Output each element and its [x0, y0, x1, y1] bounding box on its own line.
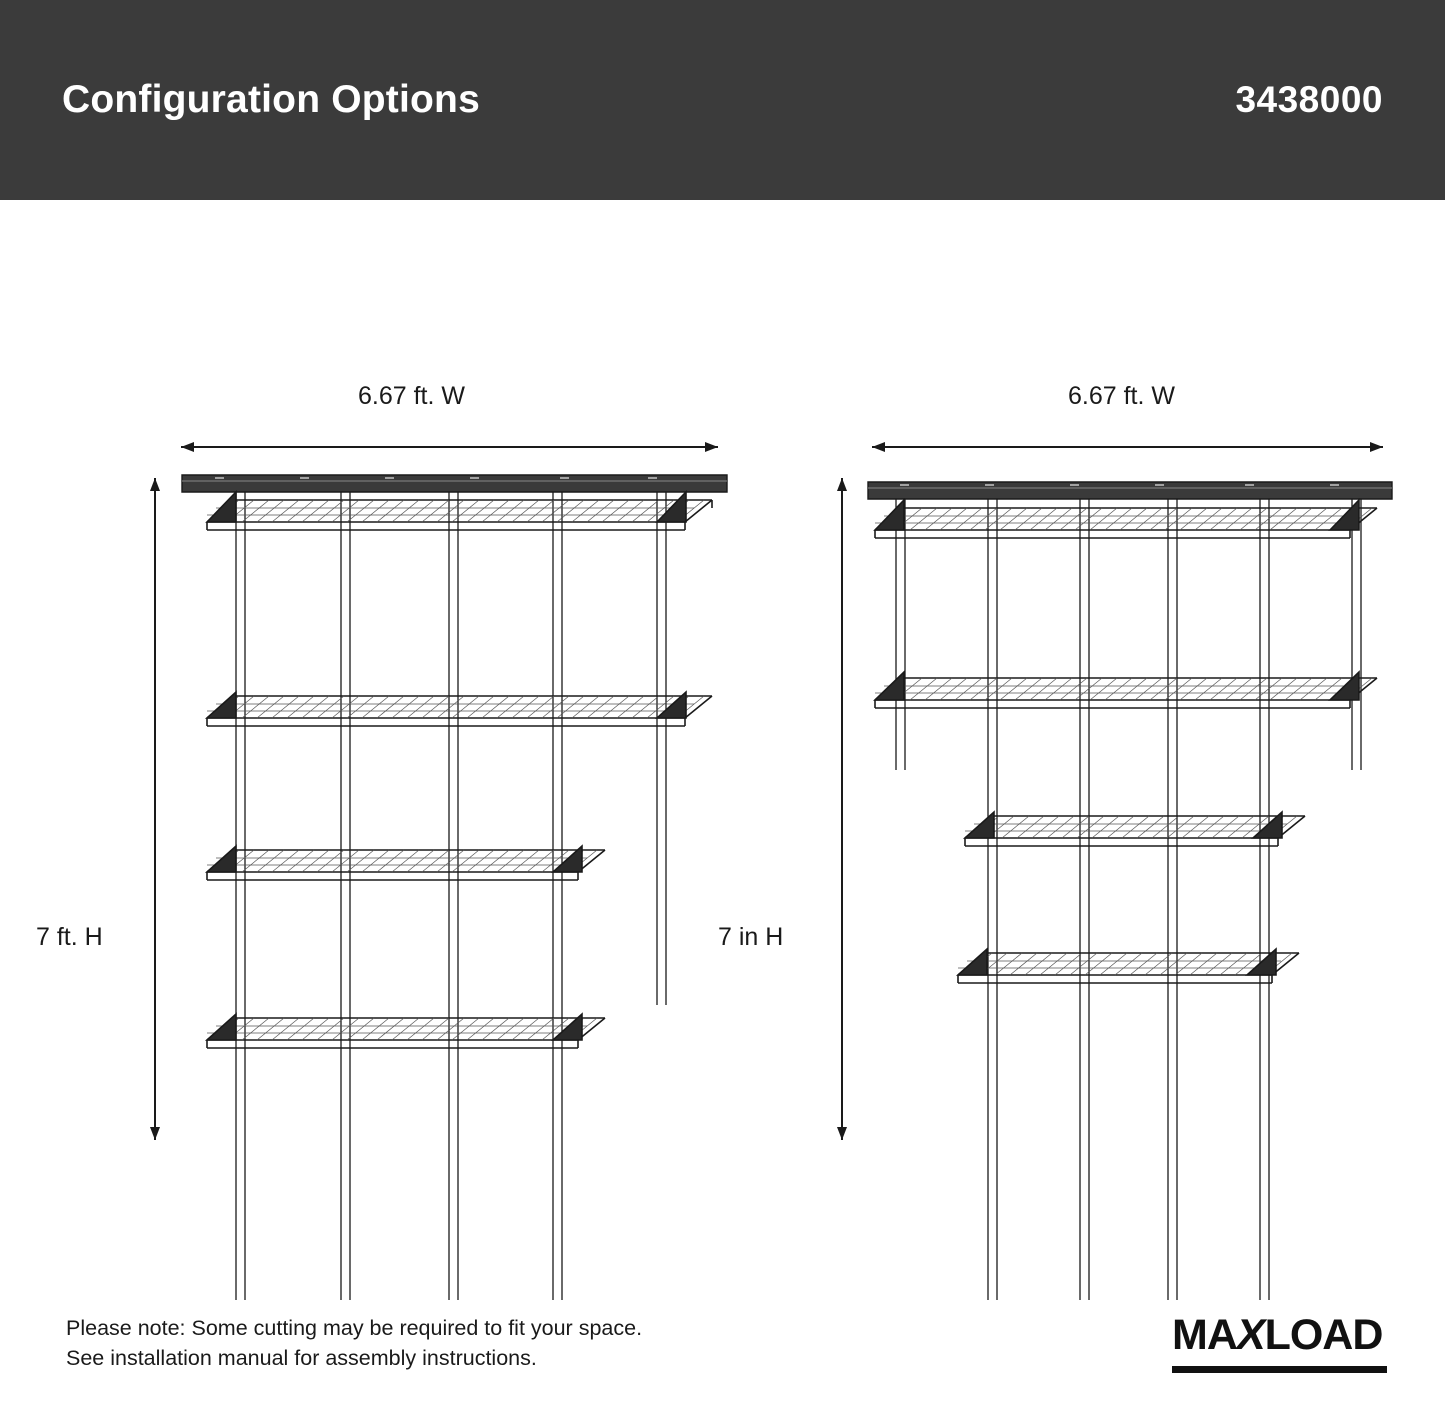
- page-header: [0, 0, 1445, 200]
- footer-note-line2: See installation manual for assembly instructions.: [66, 1346, 537, 1370]
- shelving-drawing-right: [700, 200, 1445, 1300]
- sku-number: 3438000: [1235, 79, 1383, 120]
- logo-text-x: X: [1232, 1311, 1269, 1359]
- configuration-right: [700, 200, 1445, 1300]
- width-label-left: 6.67 ft. W: [358, 382, 465, 410]
- diagram-area: [0, 200, 1445, 1300]
- logo-text-ma: MA: [1172, 1311, 1237, 1359]
- configuration-left: [0, 200, 740, 1300]
- page-title: Configuration Options: [62, 78, 480, 121]
- brand-logo: [1172, 1311, 1387, 1373]
- logo-text-load: LOAD: [1264, 1311, 1383, 1359]
- height-label-right: 7 in H: [718, 923, 784, 951]
- footer-note: [66, 1313, 642, 1373]
- height-label-left: 7 ft. H: [36, 923, 103, 951]
- page-footer: [0, 1291, 1445, 1411]
- shelving-drawing-left: [0, 200, 740, 1300]
- logo-underline: [1172, 1366, 1387, 1373]
- footer-note-line1: Please note: Some cutting may be required to fit your space.: [66, 1316, 643, 1340]
- width-label-right: 6.67 ft. W: [1068, 382, 1175, 410]
